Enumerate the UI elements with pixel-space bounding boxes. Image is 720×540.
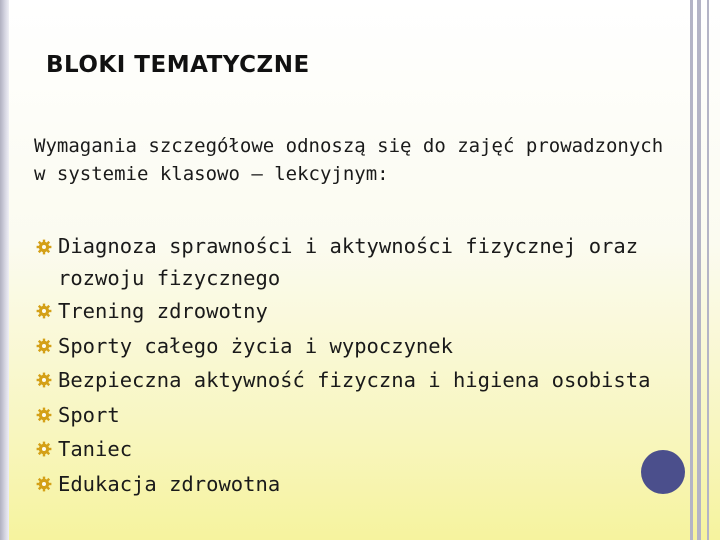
- bullet-text: Diagnoza sprawności i aktywności fizycznej oraz rozwoju fizycznego: [58, 234, 639, 290]
- list-item: [34, 398, 674, 433]
- gear-icon: [35, 467, 53, 501]
- list-item: [34, 363, 674, 398]
- bullet-list: [34, 230, 674, 501]
- list-item: [34, 432, 674, 467]
- slide-right-border: [707, 0, 709, 540]
- gear-icon: [35, 230, 53, 264]
- list-item: [34, 230, 674, 294]
- list-item: [34, 467, 674, 502]
- slide-left-border: [0, 0, 9, 540]
- bullet-text: Trening zdrowotny: [58, 299, 268, 323]
- gear-icon: [35, 329, 53, 363]
- decorative-circle: [641, 450, 685, 494]
- gear-icon: [35, 398, 53, 432]
- gear-icon: [35, 294, 53, 328]
- list-item: [34, 294, 674, 329]
- bullet-text: Edukacja zdrowotna: [58, 471, 281, 496]
- bullet-text: Sporty całego życia i wypoczynek: [58, 333, 453, 358]
- slide-right-border: [697, 0, 701, 540]
- list-item: [34, 329, 674, 364]
- gear-icon: [35, 363, 53, 397]
- bullet-text: Sport: [58, 402, 120, 427]
- intro-text: Wymagania szczegółowe odnoszą się do zajęć prowadzonych w systemie klasowo – lekcyjnym:: [34, 135, 664, 185]
- gear-icon: [35, 432, 53, 466]
- slide-title: BLOKI TEMATYCZNE: [46, 52, 310, 78]
- slide-right-border: [690, 0, 693, 540]
- bullet-text: Bezpieczna aktywność fizyczna i higiena osobista: [58, 368, 651, 392]
- bullet-text: Taniec: [58, 437, 133, 461]
